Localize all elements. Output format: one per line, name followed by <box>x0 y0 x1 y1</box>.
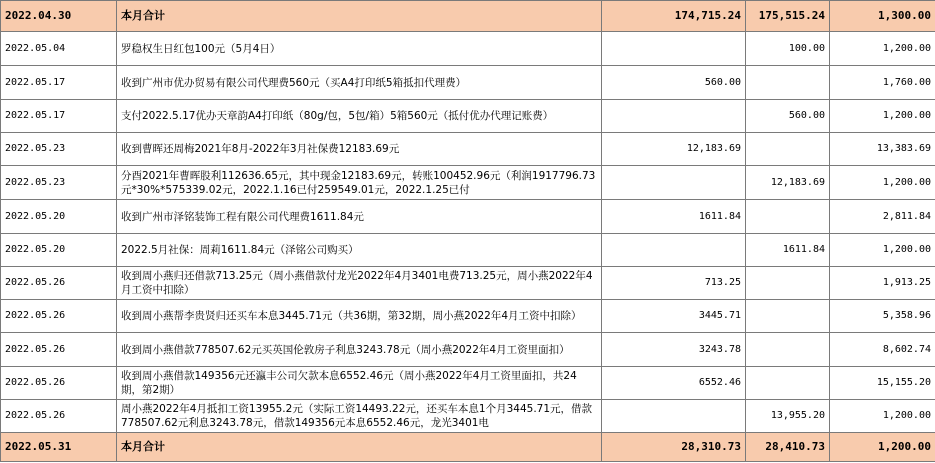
entry-credit <box>746 333 830 367</box>
table-row <box>1 300 935 333</box>
entry-credit <box>746 267 830 300</box>
table-row <box>1 66 935 100</box>
entry-debit: 560.00 <box>602 66 746 100</box>
ledger-body <box>1 1 935 462</box>
entry-description: 收到广州市优办贸易有限公司代理费560元（买A4打印纸5箱抵扣代理费） <box>117 66 602 100</box>
entry-credit <box>746 66 830 100</box>
entry-date: 2022.05.17 <box>1 66 117 100</box>
opening-total-credit: 175,515.24 <box>746 1 830 32</box>
entry-balance: 15,155.20 <box>830 367 935 400</box>
entry-date: 2022.05.26 <box>1 300 117 333</box>
entry-date: 2022.05.04 <box>1 32 117 66</box>
entry-balance: 1,200.00 <box>830 234 935 267</box>
entry-balance: 1,760.00 <box>830 66 935 100</box>
table-row <box>1 400 935 433</box>
closing-total-balance: 1,200.00 <box>830 433 935 462</box>
entry-description: 周小燕2022年4月抵扣工资13955.2元（实际工资14493.22元，还买车本息1个月3445.71元，借款778507.62元利息3243.78元，借款149356元本息6552.46元，龙光3401电 <box>117 400 602 433</box>
entry-credit: 12,183.69 <box>746 166 830 200</box>
entry-date: 2022.05.20 <box>1 200 117 234</box>
entry-debit <box>602 400 746 433</box>
table-row <box>1 333 935 367</box>
entry-date: 2022.05.26 <box>1 267 117 300</box>
closing-total-row <box>1 433 935 462</box>
entry-debit: 6552.46 <box>602 367 746 400</box>
entry-credit: 100.00 <box>746 32 830 66</box>
entry-description: 收到周小燕借款778507.62元买英国伦敦房子利息3243.78元（周小燕2022年4月工资里面扣） <box>117 333 602 367</box>
entry-balance: 13,383.69 <box>830 133 935 166</box>
entry-description: 2022.5月社保：周莉1611.84元（泽铭公司购买） <box>117 234 602 267</box>
entry-date: 2022.05.17 <box>1 100 117 133</box>
entry-balance: 1,200.00 <box>830 166 935 200</box>
entry-debit: 1611.84 <box>602 200 746 234</box>
entry-date: 2022.05.26 <box>1 367 117 400</box>
table-row <box>1 100 935 133</box>
entry-debit: 12,183.69 <box>602 133 746 166</box>
table-row <box>1 32 935 66</box>
entry-description: 支付2022.5.17优办天章韵A4打印纸（80g/包，5包/箱）5箱560元（抵付优办代理记账费） <box>117 100 602 133</box>
entry-date: 2022.05.20 <box>1 234 117 267</box>
entry-date: 2022.05.23 <box>1 133 117 166</box>
table-row <box>1 234 935 267</box>
entry-date: 2022.05.26 <box>1 400 117 433</box>
entry-debit <box>602 32 746 66</box>
entry-description: 罗稳权生日红包100元（5月4日） <box>117 32 602 66</box>
opening-total-row <box>1 1 935 32</box>
opening-total-label: 本月合计 <box>117 1 602 32</box>
entry-debit: 713.25 <box>602 267 746 300</box>
entry-credit: 1611.84 <box>746 234 830 267</box>
entry-description: 收到周小燕帮李贵贤归还买车本息3445.71元（共36期，第32期，周小燕2022年4月工资中扣除） <box>117 300 602 333</box>
opening-total-balance: 1,300.00 <box>830 1 935 32</box>
entry-description: 收到周小燕借款149356元还瀛丰公司欠款本息6552.46元（周小燕2022年4月工资里面扣，共24期，第2期） <box>117 367 602 400</box>
closing-total-date: 2022.05.31 <box>1 433 117 462</box>
entry-debit <box>602 100 746 133</box>
entry-credit <box>746 367 830 400</box>
table-row <box>1 367 935 400</box>
entry-balance: 5,358.96 <box>830 300 935 333</box>
closing-total-label: 本月合计 <box>117 433 602 462</box>
table-row <box>1 166 935 200</box>
entry-credit: 13,955.20 <box>746 400 830 433</box>
closing-total-credit: 28,410.73 <box>746 433 830 462</box>
table-row <box>1 133 935 166</box>
entry-debit <box>602 166 746 200</box>
opening-total-date: 2022.04.30 <box>1 1 117 32</box>
entry-balance: 1,200.00 <box>830 32 935 66</box>
entry-balance: 2,811.84 <box>830 200 935 234</box>
entry-description: 收到广州市泽铭装饰工程有限公司代理费1611.84元 <box>117 200 602 234</box>
entry-date: 2022.05.26 <box>1 333 117 367</box>
entry-balance: 1,913.25 <box>830 267 935 300</box>
entry-description: 分酉2021年曹晖股利112636.65元，其中现金12183.69元，转账100452.96元（利润1917796.73元*30%*575339.02元，2022.1.16已付259549.01元，2022.1.25已付 <box>117 166 602 200</box>
entry-description: 收到周小燕归还借款713.25元（周小燕借款付龙光2022年4月3401电费713.25元，周小燕2022年4月工资中扣除） <box>117 267 602 300</box>
table-row <box>1 200 935 234</box>
entry-description: 收到曹晖还周梅2021年8月-2022年3月社保费12183.69元 <box>117 133 602 166</box>
entry-balance: 8,602.74 <box>830 333 935 367</box>
entry-debit: 3445.71 <box>602 300 746 333</box>
entry-debit <box>602 234 746 267</box>
closing-total-debit: 28,310.73 <box>602 433 746 462</box>
opening-total-debit: 174,715.24 <box>602 1 746 32</box>
entry-credit <box>746 200 830 234</box>
entry-credit <box>746 133 830 166</box>
entry-credit <box>746 300 830 333</box>
entry-debit: 3243.78 <box>602 333 746 367</box>
entry-credit: 560.00 <box>746 100 830 133</box>
entry-balance: 1,200.00 <box>830 100 935 133</box>
entry-date: 2022.05.23 <box>1 166 117 200</box>
table-row <box>1 267 935 300</box>
entry-balance: 1,200.00 <box>830 400 935 433</box>
